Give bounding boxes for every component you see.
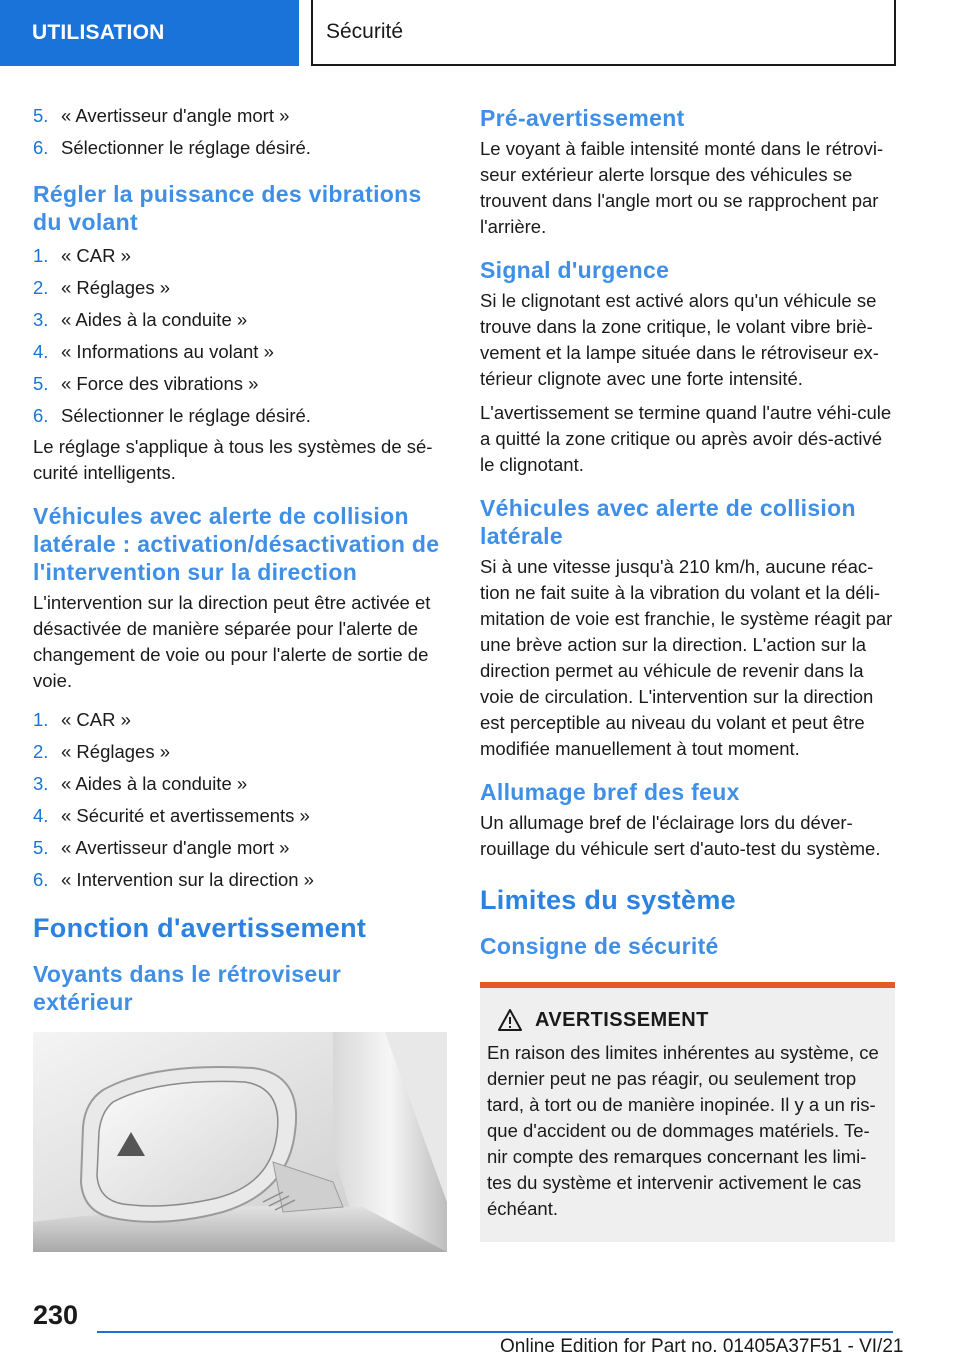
- edition-note: Online Edition for Part no. 01405A37F51 - VI/21: [500, 1336, 904, 1357]
- step-text: « CAR »: [61, 709, 131, 730]
- chapter-title: Sécurité: [326, 20, 404, 43]
- step-text: « Réglages »: [61, 277, 171, 298]
- chapter-tab: [311, 0, 896, 66]
- step-text: « Réglages »: [61, 741, 171, 762]
- warning-title: AVERTISSEMENT: [535, 1008, 709, 1031]
- heading-collision-steering: Véhicules avec alerte de collision latérale : activation/désactivation de l'intervention sur la direction: [33, 503, 440, 585]
- step-item: [33, 100, 447, 132]
- page-number: 230: [33, 1300, 79, 1330]
- step-item: [33, 272, 447, 304]
- side-mirror-image: [33, 1032, 447, 1252]
- step-text: « Avertisseur d'angle mort »: [61, 837, 290, 858]
- step-text: « Aides à la conduite »: [61, 773, 248, 794]
- step-number: 4.: [33, 341, 49, 362]
- warning-box: [480, 982, 895, 1242]
- step-number: 2.: [33, 277, 49, 298]
- step-item: [33, 768, 447, 800]
- step-number: 4.: [33, 805, 49, 826]
- step-item: [33, 240, 447, 272]
- paragraph-emergency-signal-1: Si le clignotant est activé alors qu'un véhicule se trouve dans la zone critique, le volant vibre briè-vement et la lampe située dans le rétroviseur ex-térieur clignote avec une forte intensité.: [480, 290, 879, 389]
- step-number: 6.: [33, 869, 49, 890]
- step-number: 1.: [33, 709, 49, 730]
- paragraph-collision-steering: L'intervention sur la direction peut être activée et désactivée de manière séparée pour l'alerte de changement de voie ou pour l'alerte de sortie de voie.: [33, 592, 431, 691]
- heading-safety-note: Consigne de sécurité: [480, 933, 719, 959]
- heading-system-limits: Limites du système: [480, 885, 736, 915]
- step-number: 5.: [33, 837, 49, 858]
- paragraph-brief-lighting: Un allumage bref de l'éclairage lors du déver-rouillage du véhicule sert d'auto-test du système.: [480, 812, 881, 859]
- step-item: [33, 368, 447, 400]
- heading-brief-lighting: Allumage bref des feux: [480, 779, 740, 805]
- step-number: 6.: [33, 405, 49, 426]
- step-number: 3.: [33, 773, 49, 794]
- right-column: [480, 100, 895, 1242]
- step-number: 5.: [33, 105, 49, 126]
- step-text: Sélectionner le réglage désiré.: [61, 405, 311, 426]
- step-number: 6.: [33, 137, 49, 158]
- left-column: [33, 100, 447, 1252]
- section-title: UTILISATION: [32, 21, 165, 44]
- step-text: « Intervention sur la direction »: [61, 869, 314, 890]
- step-item: [33, 400, 447, 432]
- step-number: 2.: [33, 741, 49, 762]
- paragraph-vibration: Le réglage s'applique à tous les systèmes de sé-curité intelligents.: [33, 436, 433, 483]
- paragraph-side-collision: Si à une vitesse jusqu'à 210 km/h, aucune réac-tion ne fait suite à la vibration du volant et la déli-mitation de voie est franchie, le système réagit par une brève action sur la direction. L'action sur la direction permet au véhicule de revenir dans la voie de circulation. L'intervention sur la direction est perceptible au niveau du volant et peut être modifiée manuellement à tout moment.: [480, 556, 893, 759]
- steps-list-collision: [33, 704, 447, 896]
- heading-pre-warning: Pré-avertissement: [480, 105, 685, 131]
- paragraph-pre-warning: Le voyant à faible intensité monté dans le rétrovi-seur extérieur alerte lorsque des véhicules se trouvent dans l'angle mort ou se rapprochent par l'arrière.: [480, 138, 884, 237]
- step-text: Sélectionner le réglage désiré.: [61, 137, 311, 158]
- warning-text: En raison des limites inhérentes au système, ce dernier peut ne pas réagir, ou seulement trop tard, à tort ou de manière inopinée. Il y a un ris-que d'accident ou de dommages matériels. Te-nir compte des remarques concernant les limi-tes du système et intervenir activement le cas échéant.: [487, 1042, 879, 1219]
- steps-list-vibration: [33, 240, 447, 432]
- step-item: [33, 132, 447, 164]
- step-text: « Sécurité et avertissements »: [61, 805, 310, 826]
- heading-warning-function: Fonction d'avertissement: [33, 913, 367, 943]
- step-number: 1.: [33, 245, 49, 266]
- heading-vibration: Régler la puissance des vibrations du volant: [33, 181, 422, 235]
- warning-triangle-icon: [497, 1008, 523, 1032]
- paragraph-emergency-signal-2: L'avertissement se termine quand l'autre véhi-cule a quitté la zone critique ou après avoir dés-activé le clignotant.: [480, 402, 892, 475]
- step-item: [33, 800, 447, 832]
- heading-emergency-signal: Signal d'urgence: [480, 257, 670, 283]
- step-text: « CAR »: [61, 245, 131, 266]
- section-tab: [0, 0, 299, 66]
- step-number: 5.: [33, 373, 49, 394]
- step-text: « Force des vibrations »: [61, 373, 259, 394]
- step-text: « Avertisseur d'angle mort »: [61, 105, 290, 126]
- footer-divider: [97, 1331, 893, 1333]
- steps-list-top: [33, 100, 447, 164]
- step-text: « Aides à la conduite »: [61, 309, 248, 330]
- step-number: 3.: [33, 309, 49, 330]
- step-item: [33, 336, 447, 368]
- heading-mirror-lights: Voyants dans le rétroviseur extérieur: [33, 961, 342, 1015]
- warning-header: [497, 1008, 887, 1032]
- step-item: [33, 304, 447, 336]
- step-item: [33, 736, 447, 768]
- step-text: « Informations au volant »: [61, 341, 274, 362]
- mirror-illustration: [33, 1032, 447, 1252]
- step-item: [33, 832, 447, 864]
- step-item: [33, 704, 447, 736]
- step-item: [33, 864, 447, 896]
- heading-side-collision: Véhicules avec alerte de collision latérale: [480, 495, 856, 549]
